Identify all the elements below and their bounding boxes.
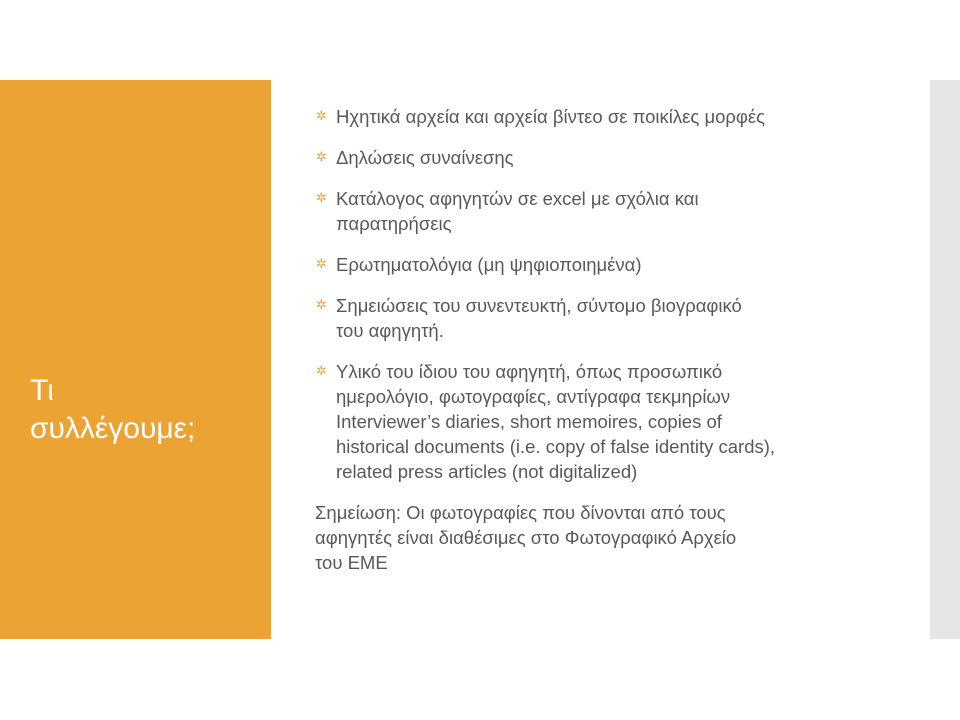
bullet-item xyxy=(315,186,915,236)
title-panel xyxy=(0,80,271,639)
bullet-text: Ερωτηματολόγια (μη ψηφιοποιημένα) xyxy=(336,254,642,275)
bullet-item xyxy=(315,145,915,170)
bullet-text: παρατηρήσεις xyxy=(336,213,452,234)
content-area xyxy=(315,104,915,575)
bullet-text: του αφηγητή. xyxy=(336,320,444,341)
note-line: του ΕΜΕ xyxy=(315,552,388,573)
bullet-item xyxy=(315,293,915,343)
bullet-star-icon: ✲ xyxy=(316,149,327,164)
bullet-item xyxy=(315,104,915,129)
bullet-text: Interviewer’s diaries, short memoires, copies of xyxy=(336,411,722,432)
bullet-text: Κατάλογος αφηγητών σε excel με σχόλια και xyxy=(336,188,699,209)
bullet-star-icon: ✲ xyxy=(316,190,327,205)
bullet-text: historical documents (i.e. copy of false identity cards), xyxy=(336,436,776,457)
bullet-text: Δηλώσεις συναίνεσης xyxy=(336,147,514,168)
bullet-star-icon: ✲ xyxy=(316,256,327,271)
bullet-star-icon: ✲ xyxy=(316,108,327,123)
bullet-list xyxy=(315,104,915,484)
bullet-text: related press articles (not digitalized) xyxy=(336,461,638,482)
note-paragraph xyxy=(315,500,915,575)
bullet-text: Υλικό του ίδιου του αφηγητή, όπως προσωπικό xyxy=(336,361,723,382)
bullet-text: Σημειώσεις του συνεντευκτή, σύντομο βιογραφικό xyxy=(336,295,742,316)
note-line: αφηγητές είναι διαθέσιμες στο Φωτογραφικό Αρχείο xyxy=(315,527,737,548)
note-line: Σημείωση: Οι φωτογραφίες που δίνονται από τους xyxy=(315,502,726,523)
bullet-text: ημερολόγιο, φωτογραφίες, αντίγραφα τεκμηρίων xyxy=(336,386,731,407)
slide-title: Τι συλλέγουμε; xyxy=(30,374,196,445)
right-decorative-strip xyxy=(930,80,960,639)
bullet-star-icon: ✲ xyxy=(316,297,327,312)
bullet-item xyxy=(315,359,915,484)
bullet-item xyxy=(315,252,915,277)
bullet-star-icon: ✲ xyxy=(316,363,327,378)
bullet-text: Ηχητικά αρχεία και αρχεία βίντεο σε ποικίλες μορφές xyxy=(336,106,766,127)
